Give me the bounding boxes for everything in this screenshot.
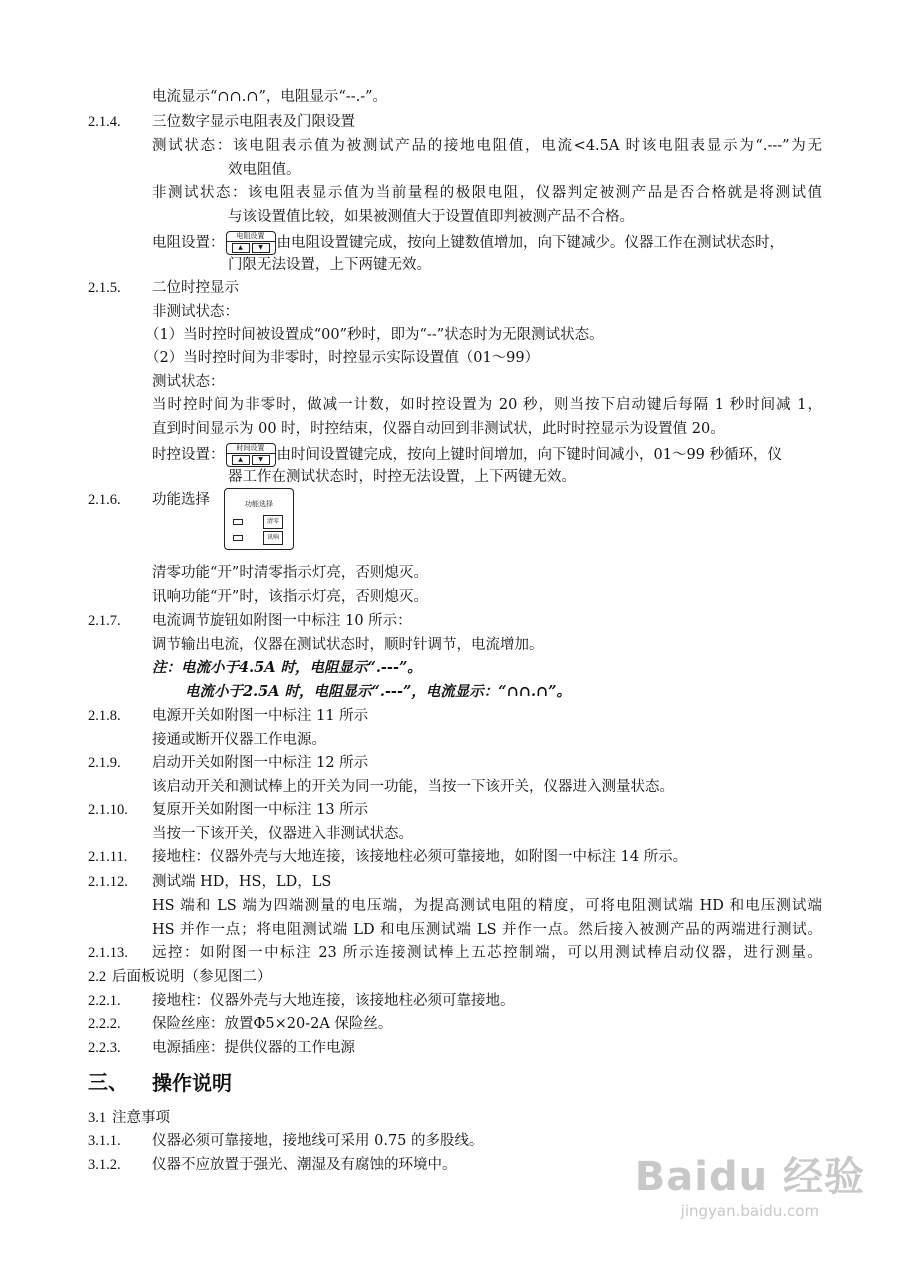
section-number: 3.1 (88, 1110, 107, 1126)
setting-description: 由时间设置键完成，按向上键时间增加，向下键时间减小，01～99 秒循环，仪 (276, 447, 783, 463)
section-number: 2.2.3. (88, 1040, 121, 1056)
line-text: 电源开关如附图一中标注 11 所示 (152, 708, 369, 724)
line-text: 调节输出电流，仪器在测试状态时，顺时针调节，电流增加。 (152, 637, 544, 653)
line-text: 门限无法设置，上下两键无效。 (228, 257, 431, 273)
line-text (152, 231, 784, 255)
line-text: 保险丝座：放置Φ5×20-2A 保险丝。 (152, 1016, 393, 1032)
section-number: 2.1.8. (88, 708, 121, 724)
line-text: 注意事项 (112, 1110, 170, 1126)
section-number: 2.1.9. (88, 755, 121, 771)
beep-indicator-led (233, 535, 243, 541)
section-number: 2.1.13. (88, 945, 128, 961)
setting-description: 由电阻设置键完成，按向上键数值增加，向下键减少。仪器工作在测试状态时， (276, 235, 784, 251)
section-number: 2.2.2. (88, 1016, 121, 1032)
line-text: 远控：如附图一中标注 23 所示连接测试棒上五芯控制端，可以用测试棒启动仪器，进行测量。 (152, 945, 822, 961)
section-number: 2.1.4. (88, 114, 121, 130)
section-number: 3.1.2. (88, 1157, 121, 1173)
line-text: 非测试状态： (152, 304, 239, 320)
line-text: 启动开关如附图一中标注 12 所示 (152, 755, 369, 771)
line-text: 测试状态：该电阻表示值为被测试产品的接地电阻值，电流<4.5A 时该电阻表显示为“.---”为无 (152, 138, 822, 154)
line-text: 测试端 HD，HS，LD，LS (152, 874, 332, 890)
line-text: 清零功能“开”时清零指示灯亮，否则熄灭。 (152, 565, 428, 581)
line-text: 该启动开关和测试棒上的开关为同一功能，当按一下该开关，仪器进入测量状态。 (152, 779, 674, 795)
down-arrow-icon: ▼ (252, 243, 270, 253)
line-text: 功能选择 (152, 492, 210, 508)
line-text (152, 443, 782, 467)
line-text: 直到时间显示为 00 时，时控结束，仪器自动回到非测试状，此时时控显示为设置值 20。 (152, 421, 725, 437)
key-label: 时间设置 (227, 444, 275, 454)
section-number: 2.1.12. (88, 874, 128, 890)
line-text: 注：电流小于4.5A 时，电阻显示“.---”。 (152, 659, 422, 676)
line-text: 测试状态： (152, 374, 225, 390)
setting-key-icon (226, 443, 276, 467)
up-arrow-icon: ▲ (232, 455, 250, 465)
line-text: （2）当时控时间为非零时，时控显示实际设置值（01～99） (145, 350, 540, 366)
line-text: 器工作在测试状态时，时控无法设置，上下两键无效。 (228, 469, 576, 485)
baidu-watermark (635, 1145, 865, 1220)
line-text: 复原开关如附图一中标注 13 所示 (152, 802, 369, 818)
line-text: 接地柱：仪器外壳与大地连接，该接地柱必须可靠接地。 (152, 993, 515, 1009)
section-number: 2.1.11. (88, 849, 128, 865)
down-arrow-icon: ▼ (252, 455, 270, 465)
clear-indicator-led (233, 519, 243, 525)
line-text: 电源插座：提供仪器的工作电源 (152, 1040, 355, 1056)
line-text: 电流小于2.5A 时，电阻显示“.---”，电流显示：“∩∩.∩”。 (185, 683, 571, 700)
key-label: 电阻设置 (227, 232, 275, 242)
clear-button: 清零 (263, 515, 283, 529)
line-text: 接通或断开仪器工作电源。 (152, 732, 326, 748)
section-number: 2.2.1. (88, 993, 121, 1009)
beep-button: 讯响 (263, 531, 283, 545)
line-text: 当按一下该开关，仪器进入非测试状态。 (152, 826, 413, 842)
section-number: 2.1.7. (88, 613, 121, 629)
section-number: 2.2 (88, 969, 107, 985)
section-number: 三、 (88, 1072, 128, 1094)
setting-label: 时控设置： (152, 447, 225, 463)
line-text: 三位数字显示电阻表及门限设置 (152, 114, 355, 130)
line-text: 讯响功能“开”时，该指示灯亮，否则熄灭。 (152, 589, 428, 605)
watermark-url: jingyan.baidu.com (680, 1202, 820, 1220)
line-text: 仪器不应放置于强光、潮湿及有腐蚀的环境中。 (152, 1157, 457, 1173)
function-panel-title: 功能选择 (245, 500, 273, 508)
line-text: 当时控时间为非零时，做减一计数，如时控设置为 20 秒，则当按下启动键后每隔 1 秒时间减 1， (152, 397, 822, 413)
line-text: 效电阻值。 (228, 162, 301, 178)
line-text: HS 并作一点；将电阻测试端 LD 和电压测试端 LS 并作一点。然后接入被测产品的两端进行测试。 (152, 922, 822, 938)
section-number: 2.1.5. (88, 280, 121, 296)
line-text: 电流显示“∩∩.∩”，电阻显示“--.-”。 (152, 89, 388, 105)
line-text: 二位时控显示 (152, 280, 239, 296)
watermark-brand: Baidu 经验 (634, 1154, 865, 1200)
setting-key-icon (226, 231, 276, 255)
line-text: 接地柱：仪器外壳与大地连接，该接地柱必须可靠接地，如附图一中标注 14 所示。 (152, 849, 688, 865)
line-text: 与该设置值比较，如果被测值大于设置值即判被测产品不合格。 (228, 209, 634, 225)
line-text: 仪器必须可靠接地，接地线可采用 0.75 的多股线。 (152, 1133, 484, 1149)
line-text: 后面板说明（参见图二） (112, 969, 272, 985)
line-text: （1）当时控时间被设置成“00”秒时，即为“--”状态时为无限测试状态。 (145, 327, 604, 343)
section-number: 2.1.10. (88, 802, 128, 818)
line-text: 非测试状态：该电阻表显示值为当前量程的极限电阻，仪器判定被测产品是否合格就是将测试值 (152, 185, 822, 201)
up-arrow-icon: ▲ (232, 243, 250, 253)
setting-label: 电阻设置： (152, 235, 225, 251)
function-select-panel (224, 488, 294, 550)
section-number: 2.1.6. (88, 492, 121, 508)
line-text: 操作说明 (152, 1071, 232, 1095)
section-number: 3.1.1. (88, 1133, 121, 1149)
line-text: HS 端和 LS 端为四端测量的电压端，为提高测试电阻的精度，可将电阻测试端 HD 和电压测试端 (152, 898, 822, 914)
line-text: 电流调节旋钮如附图一中标注 10 所示： (152, 613, 412, 629)
